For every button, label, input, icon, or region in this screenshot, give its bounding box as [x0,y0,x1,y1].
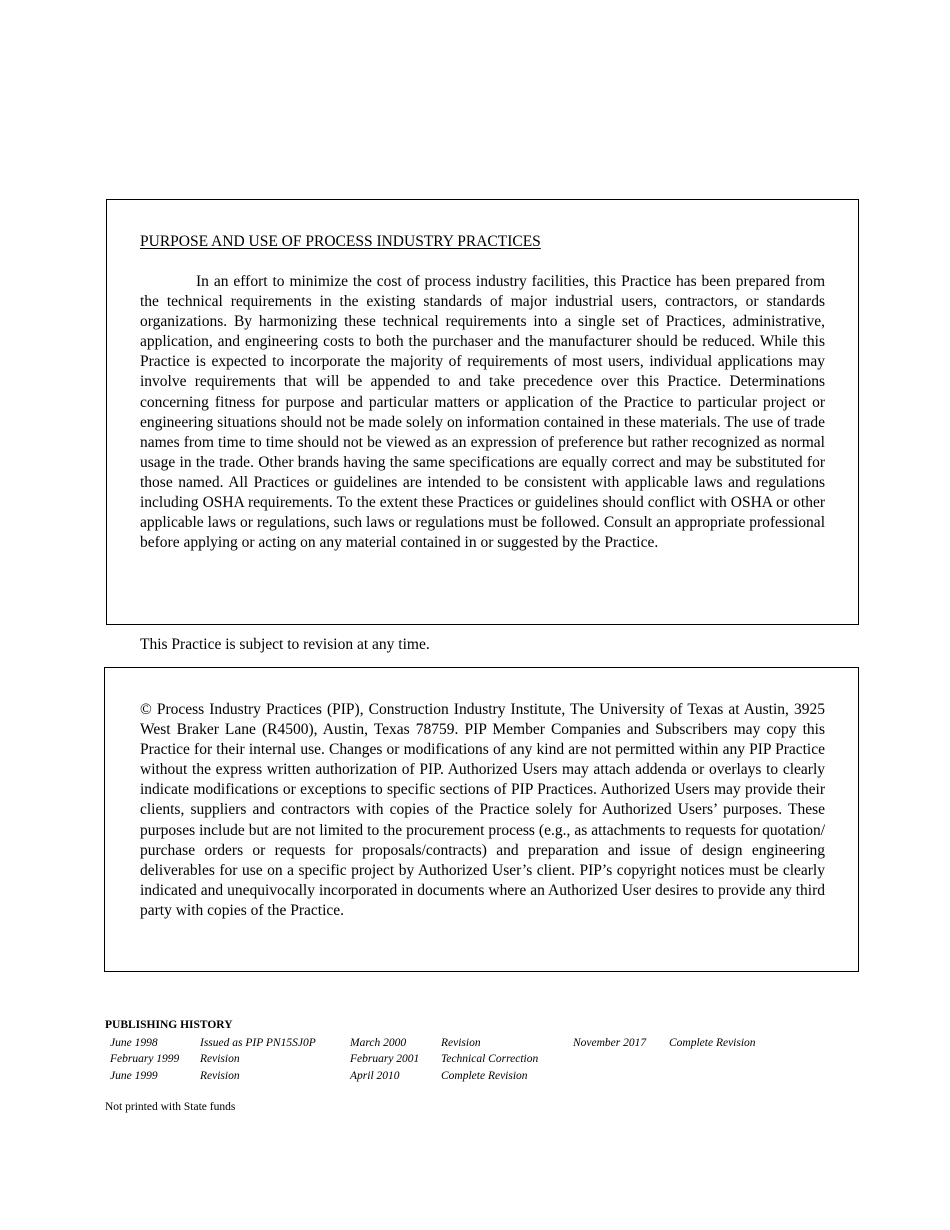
history-date: March 2000 [350,1037,407,1049]
history-note: Revision [200,1053,240,1065]
history-date: February 1999 [110,1053,180,1065]
revision-note: This Practice is subject to revision at any time. [140,636,430,653]
history-note: Revision [200,1070,240,1082]
history-note: Complete Revision [441,1070,528,1082]
purpose-paragraph: In an effort to minimize the cost of process industry facilities, this Practice has been prepared from the technical requirements in the existing standards of major industrial users, contractors, or standards organizations. By harmonizing these technical requirements into a single set of Practices, administrative, application, and engineering costs to both the purchaser and the manufacturer should be reduced. While this Practice is expected to incorporate the majority of requirements of most users, individual applications may involve requirements that will be appended to and take precedence over this Practice. Determinations concerning fitness for purpose and particular matters or application of the Practice to particular project or engineering situations should not be made solely on information contained in these materials. The use of trade names from time to time should not be viewed as an expression of preference but rather recognized as normal usage in the trade. Other brands having the same specifications are equally correct and may be substituted for those named. All Practices or guidelines are intended to be consistent with applicable laws and regulations including OSHA requirements. To the extent these Practices or guidelines should conflict with OSHA or other applicable laws or regulations, such laws or regulations must be followed. Consult an appropriate professional before applying or acting on any material contained in or suggested by the Practice. [140,273,825,552]
history-date: June 1999 [110,1070,158,1082]
history-date: April 2010 [350,1070,400,1082]
history-note: Revision [441,1037,481,1049]
history-note: Complete Revision [669,1037,756,1049]
history-date: November 2017 [573,1037,647,1049]
publishing-history-title: PUBLISHING HISTORY [105,1019,233,1031]
purpose-heading: PURPOSE AND USE OF PROCESS INDUSTRY PRACTICES [140,233,541,250]
history-date: June 1998 [110,1037,158,1049]
copyright-paragraph: © Process Industry Practices (PIP), Construction Industry Institute, The University of Texas at Austin, 3925 West Braker Lane (R4500), Austin, Texas 78759. PIP Member Companies and Subscribers may copy this Practice for their internal use. Changes or modifications of any kind are not permitted within any PIP Practice without the express written authorization of PIP. Authorized Users may attach addenda or overlays to clearly indicate modifications or exceptions to specific sections of PIP Practices. Authorized Users may provide their clients, suppliers and contractors with copies of the Practice solely for Authorized Users’ purposes. These purposes include but are not limited to the procurement process (e.g., as attachments to requests for quotation/ purchase orders or requests for proposals/contracts) and preparation and issue of design engineering deliverables for use on a specific project by Authorized User’s client. PIP’s copyright notices must be clearly indicated and unequivocally incorporated in documents where an Authorized User desires to provide any third party with copies of the Practice. [140,701,825,919]
history-note: Technical Correction [441,1053,539,1065]
footer-note: Not printed with State funds [105,1101,236,1113]
history-note: Issued as PIP PN15SJ0P [200,1037,316,1049]
history-date: February 2001 [350,1053,420,1065]
